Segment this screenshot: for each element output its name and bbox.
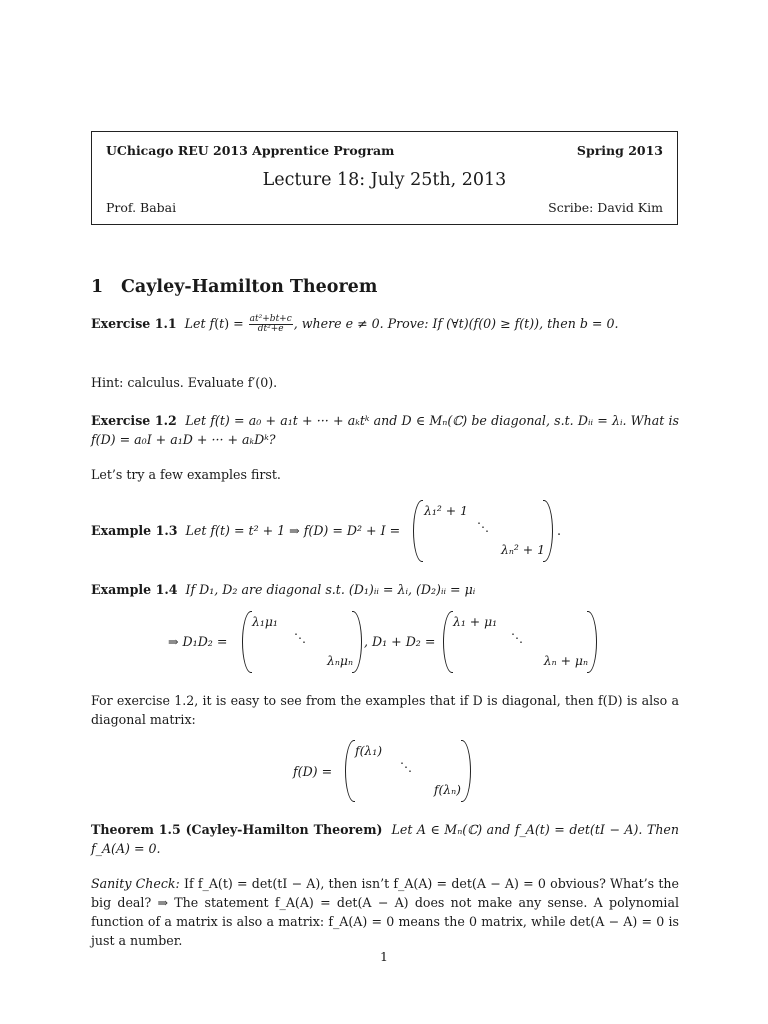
theorem-1-5 [91, 820, 679, 858]
matrix-cell-top: λ₁ + μ₁ [453, 614, 498, 629]
example-1-3 [91, 523, 400, 538]
example-1-3-end: . [557, 523, 562, 538]
title-box [91, 131, 678, 225]
lecture-title: Lecture 18: July 25th, 2013 [262, 170, 507, 190]
theorem-1-5-label: Theorem 1.5 (Cayley-Hamilton Theorem) [91, 822, 383, 837]
matrix-cell-bottom: λₙ + μₙ [543, 653, 588, 668]
sanity-check-label: Sanity Check: [91, 876, 180, 891]
diagonal-remark: For exercise 1.2, it is easy to see from the examples that if D is diagonal, then f(D) is also a diagonal matrix: [91, 693, 679, 727]
fraction-numerator: at²+bt+c [249, 314, 292, 324]
left-paren [345, 740, 355, 802]
diagonal-dots: ⋱ [294, 631, 307, 645]
matrix-cell-top: λ₁² + 1 [424, 503, 468, 518]
example-1-4-text: If D₁, D₂ are diagonal s.t. (D₁)ᵢᵢ = λᵢ, (D₂)ᵢᵢ = μᵢ [185, 582, 476, 597]
exercise-1-2-text: Let f(t) = a₀ + a₁t + ··· + aₖtᵏ and D ∈ Mₙ(ℂ) be diagonal, s.t. Dᵢᵢ = λᵢ. What is f(D) = a₀I + a₁D + ··· + aₖDᵏ? [91, 413, 679, 447]
matrix-cell-bottom: λₙ² + 1 [501, 542, 545, 557]
section-heading [91, 277, 377, 297]
exercise-1-1-label: Exercise 1.1 [91, 316, 177, 331]
diagonal-dots: ⋱ [511, 631, 524, 645]
left-paren [443, 611, 453, 673]
exercise-1-1-let: Let [184, 316, 206, 331]
matrix-product [242, 611, 362, 673]
example-1-4-label: Example 1.4 [91, 582, 178, 597]
right-paren [587, 611, 597, 673]
program-name: UChicago REU 2013 Apprentice Program [106, 143, 395, 158]
section-number: 1 [91, 277, 104, 297]
header-row-top [106, 143, 663, 158]
professor: Prof. Babai [106, 200, 177, 215]
fraction [249, 315, 293, 334]
exercise-1-2-label: Exercise 1.2 [91, 413, 177, 428]
exercise-1-1: Exercise 1.1 Let f(t) = $\frac{\text{at²+bt+c}}{\text{dt²+e}}$ , where e ≠ 0. Prove: If (∀t)(f(0) ≥ f(t)), then b = 0. [91, 314, 619, 334]
page-number: 1 [380, 949, 388, 964]
right-paren [461, 740, 471, 802]
matrix-sum [443, 611, 597, 673]
left-paren [242, 611, 252, 673]
example-1-4 [91, 582, 475, 597]
example-1-3-text: Let f(t) = t² + 1 ⇒ f(D) = D² + I = [185, 523, 401, 538]
matrix-cell-bottom: λₙμₙ [327, 653, 353, 668]
sanity-check [91, 874, 679, 950]
matrix-cell-top: f(λ₁) [355, 743, 383, 758]
right-paren [352, 611, 362, 673]
product-lhs: ⇒ D₁D₂ = [168, 634, 228, 649]
fraction-denominator: dt²+e [257, 324, 284, 334]
sum-lhs: , D₁ + D₂ = [364, 634, 436, 649]
examples-intro: Let’s try a few examples first. [91, 467, 281, 482]
section-title: Cayley-Hamilton Theorem [121, 277, 378, 297]
exercise-1-1-text: , where e ≠ 0. Prove: If (∀t)(f(0) ≥ f(t)), then b = 0. [293, 316, 619, 331]
term: Spring 2013 [576, 143, 663, 158]
hint: Hint: calculus. Evaluate f′(0). [91, 375, 278, 390]
f-of-d-lhs: f(D) = [293, 764, 333, 779]
sanity-check-text: If f_A(t) = det(tI − A), then isn’t f_A(A) = det(A − A) = 0 obvious? What’s the big deal? ⇒ The statement f_A(A) = det(A − A) does not make any sense. A polynomial function of a matrix is also a matrix: f_A(A) = 0 means the 0 matrix, while det(A − A) = 0 is just a number. [91, 876, 679, 948]
diagonal-dots: ⋱ [400, 760, 413, 774]
left-paren [413, 500, 423, 562]
theorem-1-5-text: Let A ∈ Mₙ(ℂ) and f_A(t) = det(tI − A). Then f_A(A) = 0. [91, 822, 680, 856]
header-row-bottom [106, 200, 663, 215]
example-1-3-label: Example 1.3 [91, 523, 178, 538]
scribe: Scribe: David Kim [548, 200, 663, 215]
matrix-cell-bottom: f(λₙ) [433, 782, 461, 797]
matrix-f-of-d-squared [413, 500, 553, 562]
matrix-cell-top: λ₁μ₁ [252, 614, 278, 629]
exercise-1-2 [91, 411, 679, 449]
matrix-f-of-d [345, 740, 471, 802]
diagonal-dots: ⋱ [477, 520, 490, 534]
